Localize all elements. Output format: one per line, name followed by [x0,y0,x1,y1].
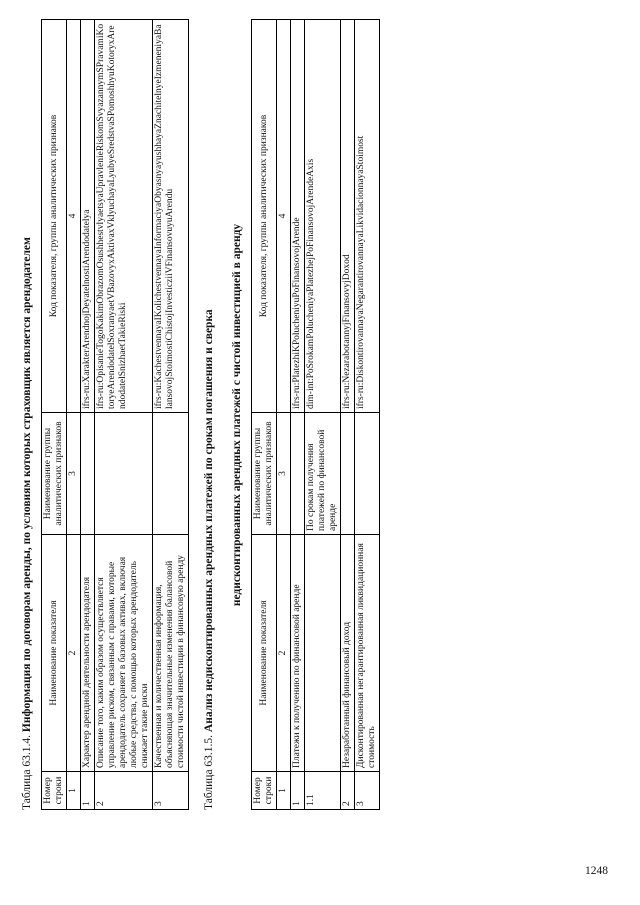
row-group [355,413,380,535]
table1-header-cell: Наименование группы аналитических признаков [42,413,67,535]
table1-colnum-cell: 3 [67,413,81,535]
table2-colnum-cell: 3 [277,413,291,535]
table-row [291,20,305,810]
page-content [20,20,380,810]
row-number: 2 [341,772,355,810]
row-code: ifrs-ru:PlatezhiKPolucheniyuPoFinansovojArende [291,20,305,413]
table2-header-cell: Наименование показателя [252,535,277,772]
table2-caption-prefix: Таблица 63.1.5. [203,734,215,810]
row-group [153,413,189,535]
row-name: Платежи к получению по финансовой аренде [291,535,305,772]
table1-header-cell: Код показателя, группы аналитических признаков [42,20,67,413]
table1 [41,19,189,810]
row-name: Качественная и количественная информация, объясняющая значительные изменения балансовой стоимости чистой инвестиции в финансовую аренду [153,535,189,772]
row-group [81,413,95,535]
table2-header-row [252,20,277,810]
row-name: Дисконтированная негарантированная ликвидационная стоимость [355,535,380,772]
table1-header-row [42,20,67,810]
table2-colnum-cell: 2 [277,535,291,772]
row-number: 3 [153,772,189,810]
row-name: Характер арендной деятельности арендодателя [81,535,95,772]
row-group: По срокам получения платежей по финансовой аренде [305,413,341,535]
table2-colnum-cell: 1 [277,772,291,810]
table-row [153,20,189,810]
table2 [251,19,380,810]
table1-caption-prefix: Таблица 63.1.4. [21,734,33,810]
row-group [291,413,305,535]
table2-caption [201,20,245,810]
row-name: Описание того, каким образом осуществляется управление риском, связанным с правами, которые арендодатель сохраняет в базовых активах, включая любые средства, с помощью которых арендодатель снижает такие риски [95,535,153,772]
table1-caption [20,20,35,810]
table2-header-cell: Код показателя, группы аналитических признаков [252,20,277,413]
row-number: 2 [95,772,153,810]
row-group [341,413,355,535]
row-number: 1 [81,772,95,810]
table1-colnum-cell: 4 [67,20,81,413]
table2-caption-line2: недисконтированных арендных платежей с чистой инвестицией в аренду [231,223,243,607]
table1-header-cell: Номер строки [42,772,67,810]
row-code: ifrs-ru:XarakterArendnojDeyatelnostiArendodatelya [81,20,95,413]
row-number: 1 [291,772,305,810]
table1-caption-title: Информация по договорам аренды, по условиям которых страховщик является арендодателем [21,237,33,733]
row-code: ifrs-ru:KachestvennayaIKolichestvennayaInformaciyaObyasnyayushhayaZnachitelnyeIzmeneniyaBalansovojStoimostiChistojInvesticziiVFinansovuyuArendu [153,20,189,413]
table1-header-cell: Наименование показателя [42,535,67,772]
page-number: 1248 [585,865,608,877]
table-row [81,20,95,810]
table-row [95,20,153,810]
table-row [355,20,380,810]
table1-colnum-cell: 1 [67,772,81,810]
row-name [305,535,341,772]
row-number: 3 [355,772,380,810]
table2-header-cell: Номер строки [252,772,277,810]
row-code: ifrs-ru:NezarabotannyjFinansovyjDoxod [341,20,355,413]
table-row [341,20,355,810]
table2-caption-title: Анализ недисконтированных арендных платежей по срокам погашения и сверка [203,309,215,733]
row-name: Незаработанный финансовый доход [341,535,355,772]
table1-colnum-row [67,20,81,810]
table2-header-cell: Наименование группы аналитических признаков [252,413,277,535]
table2-colnum-cell: 4 [277,20,291,413]
table1-colnum-cell: 2 [67,535,81,772]
row-group [95,413,153,535]
row-code: ifrs-ru:DiskontirovannayaNegarantirovannayaLikvidacionnayaStoimost [355,20,380,413]
row-number: 1.1 [305,772,341,810]
table-row [305,20,341,810]
row-code: dim-int:PoSrokamPolucheniyaPlatezhejPoFinansovojArendeAxis [305,20,341,413]
row-code: ifrs-ru:OpisanieTogoKakimObrazomOsushhestvlyaetsyaUpravlenieRiskomSvyazannymSPravamiKotoryeArendodatelSoxranyaetVBazovyxAktivaxVklyuchayaLyubyeSredstvaSPomoshhyuKotoryxArendodatelSnizhaetTakieRiski [95,20,153,413]
table2-colnum-row [277,20,291,810]
